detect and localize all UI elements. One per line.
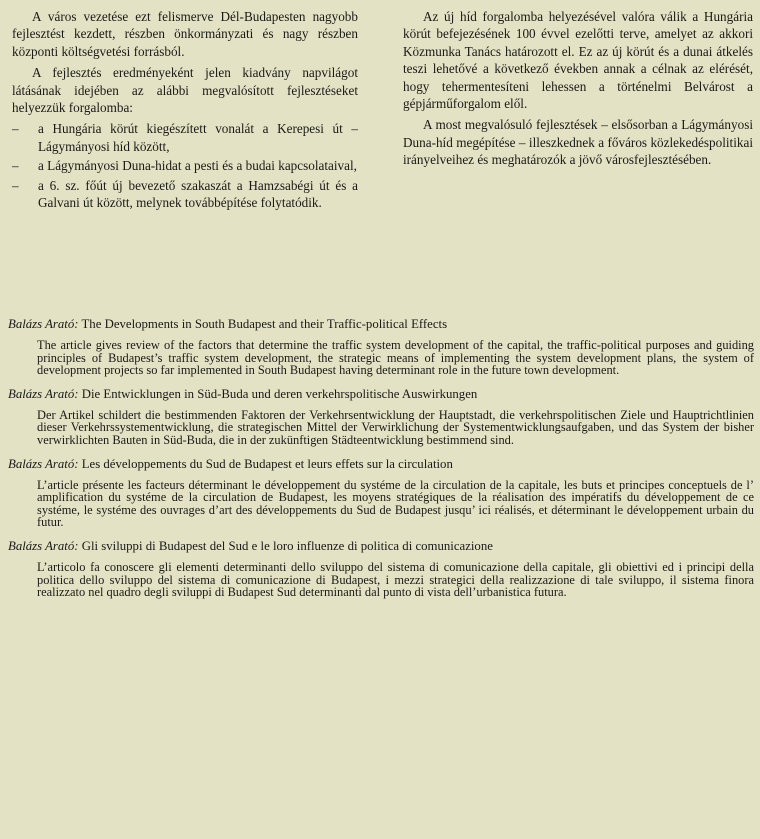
list-dash: – xyxy=(12,177,19,193)
hu-left-paragraph-2: A fejlesztés eredményeként jelen kiadvány napvilágot látásának idejében az alábbi megvalósított fejlesztéseket helyezzük forgalomba: xyxy=(12,65,358,116)
list-dash: – xyxy=(12,121,19,137)
summary-author: Balázs Arató: xyxy=(8,386,79,401)
summary-title: The Developments in South Budapest and their Traffic-political Effects xyxy=(81,317,448,331)
list-item xyxy=(12,177,358,212)
hu-right-paragraph-2: A most megvalósuló fejlesztések – elsősorban a Lágymányosi Duna-híd megépítése – illeszkednek a főváros közlekedéspolitikai irányelveihez és meghatározók a jövő városfejlesztésében. xyxy=(403,117,753,168)
hungarian-left-column xyxy=(12,8,358,213)
summary-english xyxy=(8,316,754,377)
summary-french xyxy=(8,456,754,529)
summary-body: The article gives review of the factors that determine the traffic system development of the capital, the traffic-political purposes and guiding principles of Budapest’s traffic system development, the strategic means of implementing the system development plans, the system of development projects so far implemented in South Budapest having determinant role in the future town development. xyxy=(37,338,754,378)
summary-heading xyxy=(8,456,754,472)
list-item xyxy=(12,120,358,155)
summary-body: Der Artikel schildert die bestimmenden Faktoren der Verkehrsentwicklung der Hauptstadt, die verkehrspolitischen Ziele und Hauptrichtlinien dieser Verkehrssystementwicklung, die strategischen Mittel der Verwirklichung der Systementwicklungsaufgaben, und das System der bisher verwirklichten Bauten in Süd-Buda, die in der zukünftigen Städteentwicklung bestimmend sind. xyxy=(37,407,754,447)
list-item-text: a 6. sz. főút új bevezető szakaszát a Hamzsabégi út és a Galvani út között, melynek továbbépítése folytatódik. xyxy=(38,177,358,211)
summary-heading xyxy=(8,316,754,332)
list-item xyxy=(12,157,358,174)
summary-title: Les développements du Sud de Budapest et leurs effets sur la circulation xyxy=(81,456,453,471)
summary-author: Balázs Arató: xyxy=(8,456,79,471)
foreign-language-summaries xyxy=(8,316,754,608)
summary-italian xyxy=(8,538,754,599)
summary-german xyxy=(8,386,754,447)
list-item-text: a Hungária körút kiegészített vonalát a Kerepesi út – Lágymányosi híd között, xyxy=(38,121,358,154)
summary-author: Balázs Arató: xyxy=(8,538,79,553)
summary-heading xyxy=(8,386,754,402)
hu-left-paragraph-1: A város vezetése ezt felismerve Dél-Budapesten nagyobb fejlesztést kezdett, részben önkormányzati és nagy részben központi költségvetési forrásból. xyxy=(12,9,358,59)
summary-author: Balázs Arató: xyxy=(8,317,79,331)
summary-heading xyxy=(8,538,754,554)
list-item-text: a Lágymányosi Duna-hidat a pesti és a budai kapcsolataival, xyxy=(38,158,357,174)
hu-right-paragraph-1: Az új híd forgalomba helyezésével valóra válik a Hungária körút befejezésének 100 évvel ezelőtti terve, amelyet az akkori Közmunka Tanács határozott el. Ez az új körút és a dunai átkelés teszi lehetővé a következő években annak a célnak az elérését, hogy tehermentesíteni lehessen a történelmi Belvárost a gépjárműforgalom elől. xyxy=(403,9,753,112)
hungarian-right-column xyxy=(403,8,753,173)
list-dash: – xyxy=(12,158,19,174)
summary-body: L’article présente les facteurs déterminant le développement du systéme de la circulation de la capitale, les buts et principes conceptuels de l’ amplification du systéme de la circulation de Budapest, les moyens stratégiques de la réalisation des impératifs du développement de ce systéme, le systéme des ouvrages d’art des développements du Sud de Budapest jusqu’ ici réalisés, et déterminant le développement urbain du futur. xyxy=(37,477,754,530)
summary-title: Gli sviluppi di Budapest del Sud e le loro influenze di politica di comunicazione xyxy=(81,538,493,553)
summary-title: Die Entwicklungen in Süd-Buda und deren verkehrspolitische Auswirkungen xyxy=(81,386,478,401)
summary-body: L’articolo fa conoscere gli elementi determinanti dello sviluppo del sistema di comunicazione della capitale, gli obiettivi ed i principi della politica dello sviluppo del sistema di comunicazione di Budapest, i mezzi strategici della realizzazione di tale sviluppo, il sistema finora realizzato nel quadro degli sviluppi di Budapest Sud determinanti dal punto di vista dell’urbanistica futura. xyxy=(37,559,754,600)
hu-development-list xyxy=(12,120,358,211)
